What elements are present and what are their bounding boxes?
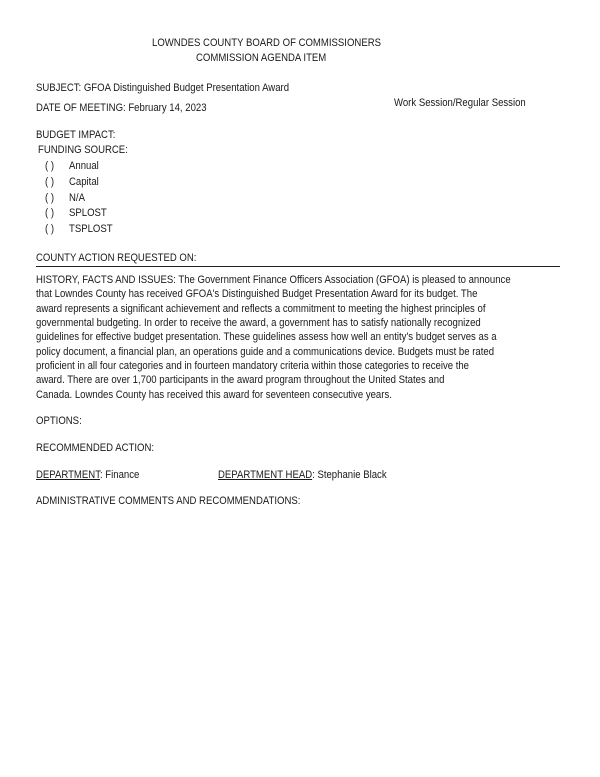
funding-checkbox-tsplost[interactable]: ( ) [45,223,55,235]
history-line: Canada. Lowndes County has received this award for seventeen consecutive years. [36,389,392,401]
history-line: award represents a significant achievement and reflects a commitment to meeting the highest principles of [36,303,486,315]
history-line: governmental budgeting. In order to receive the award, a government has to satisfy nationally recognized [36,317,481,329]
department-label: DEPARTMENT [36,469,100,481]
funding-checkbox-na[interactable]: ( ) [45,192,55,204]
funding-label-annual: Annual [69,160,99,172]
department-head-label: DEPARTMENT HEAD [218,469,313,481]
department-head-value: : Stephanie Black [312,469,387,481]
history-line: HISTORY, FACTS AND ISSUES: The Government Finance Officers Association (GFOA) is pleased to announce [36,274,511,286]
history-line: that Lowndes County has received GFOA's Distinguished Budget Presentation Award for its budget. The [36,288,478,300]
date-of-meeting: DATE OF MEETING: February 14, 2023 [36,102,207,114]
subject: SUBJECT: GFOA Distinguished Budget Presentation Award [36,82,290,94]
funding-label-tsplost: TSPLOST [69,223,113,235]
administrative-comments: ADMINISTRATIVE COMMENTS AND RECOMMENDATIONS: [36,495,301,507]
history-line: award. There are over 1,700 participants in the award program throughout the United States and [36,374,445,386]
county-action-requested: COUNTY ACTION REQUESTED ON: [36,252,197,264]
recommended-action: RECOMMENDED ACTION: [36,442,155,454]
funding-label-splost: SPLOST [69,207,107,219]
department-value: : Finance [99,469,140,481]
department [36,469,139,482]
funding-source: FUNDING SOURCE: [38,144,128,156]
funding-checkbox-annual[interactable]: ( ) [45,160,55,172]
history-line: guidelines for effective budget presentation. These guidelines assess how well an entity's budget serves as a [36,331,497,343]
history-line: proficient in all four categories and in fourteen mandatory criteria within those categories to receive the [36,360,470,372]
history-line: policy document, a financial plan, an operations guide and a communications device. Budgets must be rated [36,346,495,358]
section-divider [36,266,560,267]
budget-impact: BUDGET IMPACT: [36,129,116,141]
funding-label-capital: Capital [69,176,99,188]
session-type: Work Session/Regular Session [394,97,526,109]
funding-checkbox-splost[interactable]: ( ) [45,207,55,219]
header-title: LOWNDES COUNTY BOARD OF COMMISSIONERS [152,37,382,49]
funding-checkbox-capital[interactable]: ( ) [45,176,55,188]
funding-label-na: N/A [69,192,85,204]
options-heading: OPTIONS: [36,415,82,427]
header-subtitle: COMMISSION AGENDA ITEM [196,52,327,64]
department-head [218,469,387,482]
